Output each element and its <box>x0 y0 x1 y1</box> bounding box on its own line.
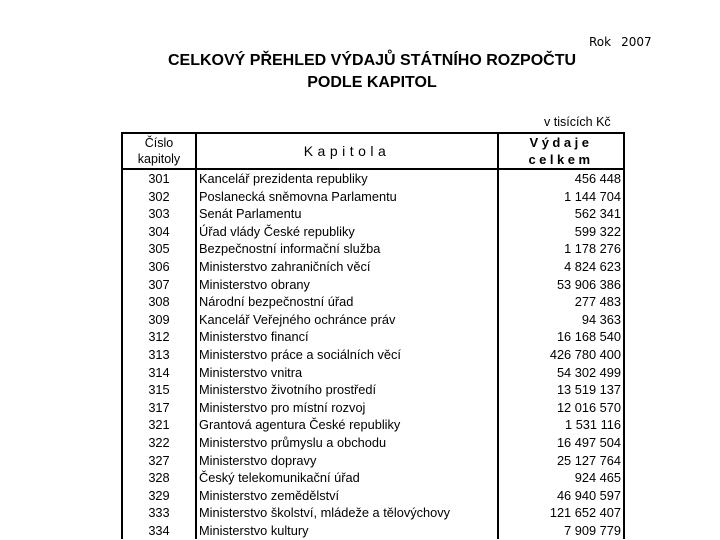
title-line-2: PODLE KAPITOL <box>307 74 437 91</box>
chapter-number: 305 <box>122 240 196 258</box>
chapter-amount: 13 519 137 <box>498 381 624 399</box>
chapter-number: 301 <box>122 169 196 188</box>
chapter-number: 334 <box>122 522 196 540</box>
chapter-amount: 121 652 407 <box>498 504 624 522</box>
year-label: Rok <box>589 35 612 49</box>
table-row <box>122 328 624 346</box>
chapter-name: Ministerstvo školství, mládeže a tělovýchovy <box>196 504 498 522</box>
chapter-name: Poslanecká sněmovna Parlamentu <box>196 188 498 206</box>
chapter-number: 309 <box>122 311 196 329</box>
chapter-number: 322 <box>122 434 196 452</box>
chapter-name: Ministerstvo zahraničních věcí <box>196 258 498 276</box>
chapter-name: Národní bezpečnostní úřad <box>196 293 498 311</box>
table-row <box>122 399 624 417</box>
chapter-amount: 53 906 386 <box>498 276 624 294</box>
chapter-number: 327 <box>122 452 196 470</box>
chapter-number: 307 <box>122 276 196 294</box>
column-header-amount-line-2: celkem <box>528 152 594 167</box>
chapter-number: 302 <box>122 188 196 206</box>
table-row <box>122 469 624 487</box>
chapter-number: 303 <box>122 205 196 223</box>
column-header-name: Kapitola <box>196 133 498 169</box>
chapter-amount: 12 016 570 <box>498 399 624 417</box>
table-row <box>122 487 624 505</box>
table-row <box>122 381 624 399</box>
table-row <box>122 188 624 206</box>
page-title <box>120 50 624 94</box>
chapter-amount: 1 178 276 <box>498 240 624 258</box>
chapter-name: Grantová agentura České republiky <box>196 416 498 434</box>
table-row <box>122 311 624 329</box>
chapter-name: Ministerstvo zemědělství <box>196 487 498 505</box>
table-row <box>122 346 624 364</box>
chapter-amount: 54 302 499 <box>498 364 624 382</box>
column-header-number-line-1: Číslo <box>144 136 174 150</box>
chapter-name: Kancelář prezidenta republiky <box>196 169 498 188</box>
chapter-amount: 426 780 400 <box>498 346 624 364</box>
chapter-name: Ministerstvo kultury <box>196 522 498 540</box>
chapter-name: Ministerstvo obrany <box>196 276 498 294</box>
table-body <box>122 169 624 539</box>
column-header-amount-line-1: Výdaje <box>529 135 593 150</box>
chapter-amount: 562 341 <box>498 205 624 223</box>
chapter-name: Ministerstvo životního prostředí <box>196 381 498 399</box>
chapter-amount: 1 144 704 <box>498 188 624 206</box>
chapter-number: 314 <box>122 364 196 382</box>
chapter-name: Ministerstvo práce a sociálních věcí <box>196 346 498 364</box>
chapter-amount: 1 531 116 <box>498 416 624 434</box>
table-row <box>122 258 624 276</box>
title-line-1: CELKOVÝ PŘEHLED VÝDAJŮ STÁTNÍHO ROZPOČTU <box>167 52 577 69</box>
chapter-number: 315 <box>122 381 196 399</box>
chapter-name: Ministerstvo dopravy <box>196 452 498 470</box>
chapter-number: 306 <box>122 258 196 276</box>
chapter-amount: 924 465 <box>498 469 624 487</box>
chapter-number: 313 <box>122 346 196 364</box>
chapter-name: Kancelář Veřejného ochránce práv <box>196 311 498 329</box>
table-header <box>122 133 624 169</box>
chapter-number: 317 <box>122 399 196 417</box>
chapter-number: 321 <box>122 416 196 434</box>
chapter-name: Senát Parlamentu <box>196 205 498 223</box>
table-row <box>122 522 624 540</box>
chapter-amount: 599 322 <box>498 223 624 241</box>
chapter-name: Ministerstvo průmyslu a obchodu <box>196 434 498 452</box>
table-row <box>122 504 624 522</box>
chapter-amount: 16 497 504 <box>498 434 624 452</box>
chapter-amount: 4 824 623 <box>498 258 624 276</box>
year-indicator <box>589 35 652 49</box>
table-row <box>122 240 624 258</box>
column-header-number <box>122 133 196 169</box>
chapter-amount: 46 940 597 <box>498 487 624 505</box>
chapter-amount: 456 448 <box>498 169 624 188</box>
table-row <box>122 205 624 223</box>
chapter-name: Ministerstvo pro místní rozvoj <box>196 399 498 417</box>
expenditure-table <box>121 132 625 539</box>
chapter-name: Ministerstvo vnitra <box>196 364 498 382</box>
chapter-number: 304 <box>122 223 196 241</box>
table-row <box>122 223 624 241</box>
chapter-number: 328 <box>122 469 196 487</box>
chapter-amount: 16 168 540 <box>498 328 624 346</box>
chapter-number: 312 <box>122 328 196 346</box>
chapter-name: Ministerstvo financí <box>196 328 498 346</box>
column-header-amount <box>498 133 624 169</box>
chapter-name: Český telekomunikační úřad <box>196 469 498 487</box>
chapter-number: 308 <box>122 293 196 311</box>
year-value: 2007 <box>621 35 652 49</box>
chapter-amount: 94 363 <box>498 311 624 329</box>
chapter-name: Úřad vlády České republiky <box>196 223 498 241</box>
table-row <box>122 276 624 294</box>
chapter-amount: 7 909 779 <box>498 522 624 540</box>
chapter-amount: 277 483 <box>498 293 624 311</box>
chapter-number: 329 <box>122 487 196 505</box>
table-row <box>122 293 624 311</box>
table-row <box>122 416 624 434</box>
table-row <box>122 169 624 188</box>
chapter-name: Bezpečnostní informační služba <box>196 240 498 258</box>
chapter-amount: 25 127 764 <box>498 452 624 470</box>
column-header-number-line-2: kapitoly <box>137 152 181 166</box>
chapter-number: 333 <box>122 504 196 522</box>
table-row <box>122 434 624 452</box>
table-header-row <box>122 133 624 169</box>
table-row <box>122 452 624 470</box>
units-note: v tisících Kč <box>544 115 611 129</box>
table-row <box>122 364 624 382</box>
